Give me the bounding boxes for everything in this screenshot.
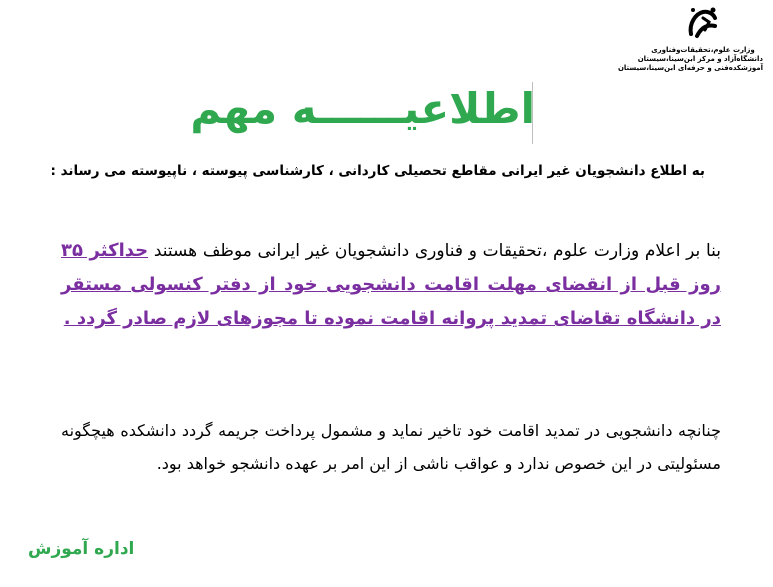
university-emblem-icon xyxy=(683,4,723,44)
header-line-ministry: وزارت علوم،تحقیقات‌وفناوری xyxy=(651,46,755,54)
paragraph-1-text: بنا بر اعلام وزارت علوم ،تحقیقات و فناوری دانشجویان غیر ایرانی موظف هستند xyxy=(148,241,721,261)
signature-office: اداره آموزش xyxy=(28,539,135,559)
notice-paragraph-1 xyxy=(61,234,721,336)
header-logo-block xyxy=(617,4,763,73)
notice-title: اطلاعیــــــه مهم xyxy=(190,84,535,133)
notice-paragraph-2: چنانچه دانشجویی در تمدید اقامت خود تاخیر نماید و مشمول پرداخت جریمه گردد دانشکده هیچگونه مسئولیتی در این خصوص ندارد و عواقب ناشی از این امر بر عهده دانشجو خواهد بود. xyxy=(61,421,721,473)
notice-intro: به اطلاع دانشجویان غیر ایرانی مقاطع تحصیلی کاردانی ، کارشناسی پیوسته ، ناپیوسته می رساند : xyxy=(50,163,705,179)
header-line-university: دانشگاه‌آزاد و مرکز ابن‌سینا،سیستان xyxy=(637,55,763,63)
paragraph-1-highlight: حداکثر ۳۵ روز قبل از انقضای مهلت اقامت دانشجویی خود از دفتر کنسولی مستقر در دانشگاه تقاضای تمدید پروانه اقامت نموده تا مجوزهای لازم صادر گردد . xyxy=(61,240,721,329)
header-line-college: آموزشکده‌فنی و حرفه‌ای ابن‌سینا‌،سیستان xyxy=(617,64,763,72)
